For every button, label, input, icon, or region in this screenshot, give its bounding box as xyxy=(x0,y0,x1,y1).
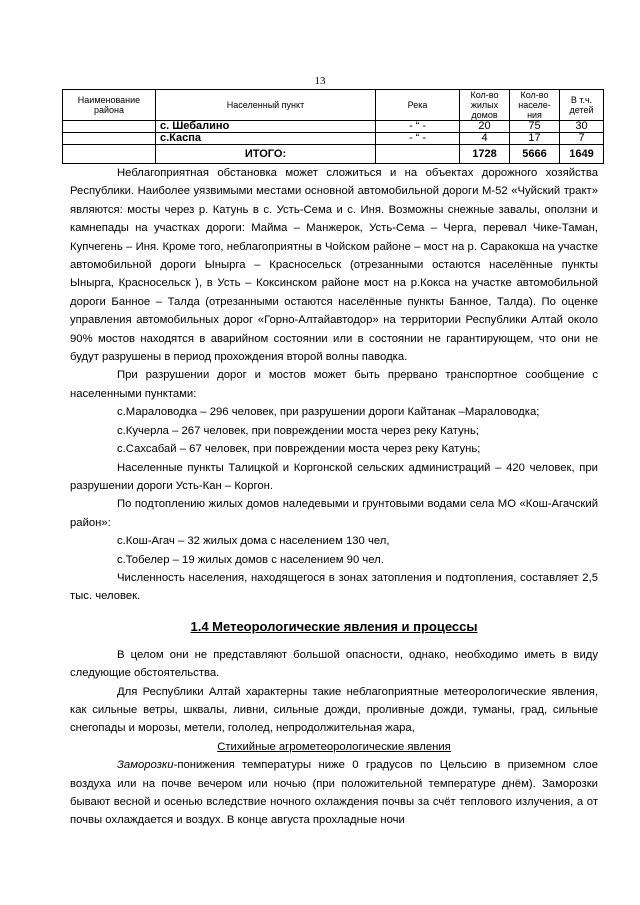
total-houses: 1728 xyxy=(460,145,510,164)
list-item-sakhsabai: с.Сахсабай – 67 человек, при повреждении моста через реку Катунь; xyxy=(117,443,481,456)
column-header-river: Река xyxy=(376,90,460,121)
cell-children: 30 xyxy=(560,121,604,133)
column-header-population: Кол-во населе-ния xyxy=(510,90,560,121)
cell-total-empty xyxy=(376,145,460,164)
flood-settlements-table xyxy=(62,89,604,164)
document-body xyxy=(70,164,598,830)
column-header-houses: Кол-во жилых домов xyxy=(460,90,510,121)
cell-houses: 4 xyxy=(460,133,510,145)
table-row xyxy=(63,121,604,133)
cell-river: - “ - xyxy=(376,133,460,145)
total-population: 5666 xyxy=(510,145,560,164)
term-frosts: Заморозки xyxy=(117,759,174,772)
paragraph-kosh-agach-flooding: По подтоплению жилых домов наледевыми и грунтовыми водами села МО «Кош-Агачский район»: xyxy=(70,498,598,529)
cell-children: 7 xyxy=(560,133,604,145)
paragraph-frosts xyxy=(70,756,598,830)
cell-houses: 20 xyxy=(460,121,510,133)
column-header-district: Наименование района xyxy=(63,90,156,121)
total-children: 1649 xyxy=(560,145,604,164)
cell-district xyxy=(63,121,156,133)
table-header-row xyxy=(63,90,604,121)
list-item-kosh-agach: с.Кош-Агач – 32 жилых дома с населением 130 чел, xyxy=(117,535,390,548)
cell-total-empty xyxy=(63,145,156,164)
paragraph-weather-intro: В целом они не представляют большой опасности, однако, необходимо иметь в виду следующие обстоятельства. xyxy=(70,648,598,680)
cell-population: 75 xyxy=(510,121,560,133)
column-header-children: В т.ч. детей xyxy=(560,90,604,121)
cell-river: - “ - xyxy=(376,121,460,133)
table-row xyxy=(63,133,604,145)
section-heading xyxy=(70,618,598,636)
cell-district xyxy=(63,133,156,145)
list-item-kucherla: с.Кучерла – 267 человек, при повреждении моста через реку Катунь; xyxy=(117,424,480,437)
page-number: 13 xyxy=(314,75,326,87)
paragraph-population-total: Численность населения, находящегося в зонах затопления и подтопления, составляет 2,5 тыс. человек. xyxy=(70,571,598,603)
list-item-maralovodka: с.Мараловодка – 296 человек, при разрушении дороги Кайтанак –Мараловодка; xyxy=(117,406,540,419)
list-item-tobeler: с.Тобелер – 19 жилых домов с населением 90 чел. xyxy=(117,553,384,566)
section-heading-text: 1.4 Метеорологические явления и процессы xyxy=(190,618,478,634)
frosts-definition: -понижения температуры ниже 0 градусов по Цельсию в приземном слое воздуха или на почве вечером или ночью (при положительной температуре днём). Заморозки бывают весной и осенью вследствие ночного охлаждения почвы за счёт теплового излучения, а от почвы охлаждается и воздух. В конце августа прохладные ночи xyxy=(70,759,598,827)
table-total-row xyxy=(63,145,604,164)
paragraph-weather-phenomena: Для Республики Алтай характерны такие неблагоприятные метеорологические явления, как сильные ветры, шквалы, ливни, сильные дожди, проливные дожди, туманы, град, сильные снегопады и морозы, метели, гололед, непродолжительная жара, xyxy=(70,685,598,735)
column-header-settlement: Населенный пункт xyxy=(156,90,376,121)
paragraph-road-hazards: Неблагоприятная обстановка может сложиться и на объектах дорожного хозяйства Республики. Наиболее уязвимыми местами основной автомобильной дороги М-52 «Чуйский тракт» являются: мосты через р. Катунь в с. Усть-Сема и с. Иня. Возможны снежные завалы, оползни и камнепады на участках дороги: Майма – Манжерок, Усть-Сема – Черга, перевал Чике-Таман, Купчегень – Иня. Кроме того, неблагоприятны в Чойском районе – мост на р. Саракокша на участке автомобильной дороги Ынырга – Красносельск (отрезанными остаются населённые пункты Ынырга, Красносельск ), в Усть – Коксинском районе мост на р.Кокса на участке автомобильной дороги Банное – Талда (отрезанными остаются населённые пункты Банное, Талда). По оценке управления автомобильных дорог «Горно-Алтайавтодор» на территории Республики Алтай около 90% мостов находятся в аварийном состоянии или в состоянии не гарантирующем, что они не будут разрушены в период прохождения второй волны паводка. xyxy=(70,167,598,364)
total-label: ИТОГО: xyxy=(156,145,376,164)
paragraph-talitsa-korgon: Населенные пункты Талицкой и Коргонской сельских администраций – 420 человек, при разрушении дороги Усть-Кан – Коргон. xyxy=(70,461,598,492)
subsection-heading: Стихийные агрометеорологические явления xyxy=(217,740,451,753)
cell-settlement: с.Каспа xyxy=(156,133,376,145)
cell-settlement: с. Шебалино xyxy=(156,121,376,133)
paragraph-transport-interruption: При разрушении дорог и мостов может быть прервано транспортное сообщение с населенными пунктами: xyxy=(70,369,598,400)
cell-population: 17 xyxy=(510,133,560,145)
